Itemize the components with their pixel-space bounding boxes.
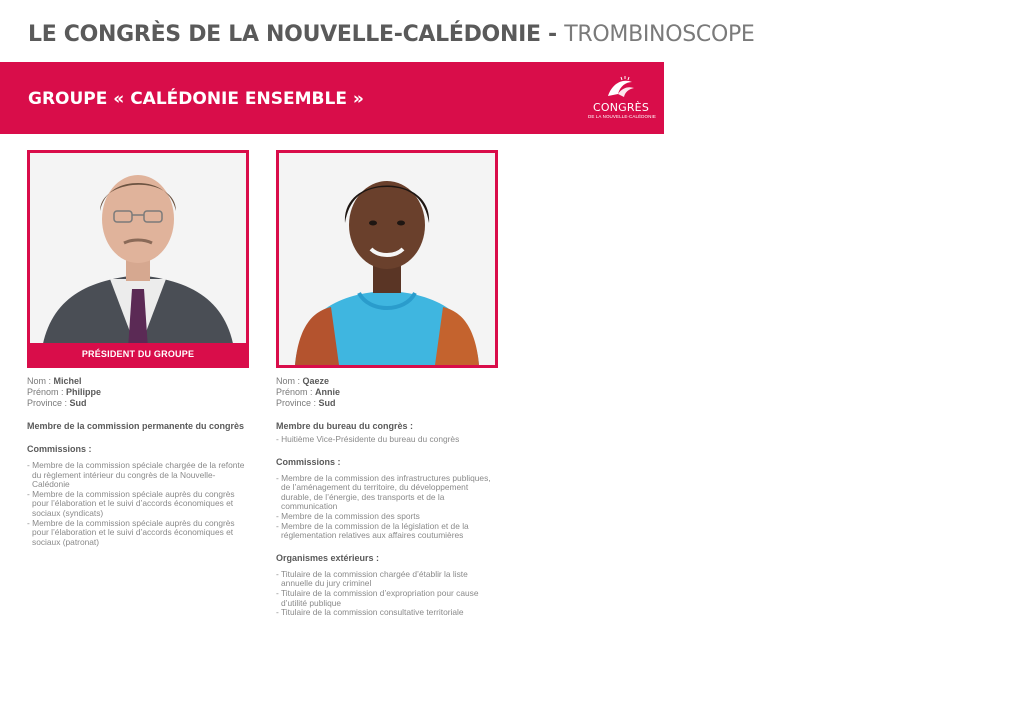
list-item: - Membre de la commission spéciale auprès du congrès pour l’élaboration et le suivi d’accords économiques et sociaux (syndicats) bbox=[27, 488, 235, 518]
list-item: - Membre de la commission des infrastructures publiques, de l’aménagement du territoire, du développement durable, de l’énergie, des transports et de la communication bbox=[276, 472, 491, 512]
prenom-label: Prénom : bbox=[276, 387, 313, 397]
prenom-value: Philippe bbox=[66, 387, 102, 397]
province-label: Province : bbox=[276, 398, 317, 408]
member-card-michel bbox=[27, 150, 249, 547]
shell-logo-icon bbox=[602, 76, 640, 102]
page-title bbox=[28, 22, 755, 47]
prenom-value: Annie bbox=[315, 387, 341, 397]
prenom-label: Prénom : bbox=[27, 387, 64, 397]
member-photo-frame bbox=[27, 150, 249, 368]
list-item: - Huitième Vice-Présidente du bureau du congrès bbox=[276, 434, 460, 444]
membership-heading: Membre de la commission permanente du congrès bbox=[27, 421, 245, 431]
portrait-photo bbox=[30, 153, 246, 365]
nom-label: Nom : bbox=[276, 376, 301, 386]
bureau-heading: Membre du bureau du congrès : bbox=[276, 421, 414, 431]
role-band: PRÉSIDENT DU GROUPE bbox=[30, 343, 246, 365]
group-title: GROUPE « CALÉDONIE ENSEMBLE » bbox=[28, 89, 364, 109]
province-label: Province : bbox=[27, 398, 68, 408]
commissions-list bbox=[27, 461, 249, 547]
nom-value: Qaeze bbox=[302, 376, 330, 386]
member-identity bbox=[27, 376, 249, 409]
list-item: - Titulaire de la commission chargée d’établir la liste annuelle du jury criminel bbox=[276, 568, 468, 589]
bureau-list bbox=[276, 435, 498, 445]
organismes-heading: Organismes extérieurs : bbox=[276, 552, 380, 563]
member-card-qaeze bbox=[276, 150, 498, 618]
list-item: - Membre de la commission des sports bbox=[276, 510, 420, 521]
province-value: Sud bbox=[318, 398, 336, 408]
province-value: Sud bbox=[69, 398, 87, 408]
organismes-list bbox=[276, 570, 498, 618]
page-title-main: LE CONGRÈS DE LA NOUVELLE-CALÉDONIE - bbox=[28, 22, 557, 47]
list-item: - Membre de la commission spéciale auprès du congrès pour l’élaboration et le suivi d’accords économiques et sociaux (patronat) bbox=[27, 517, 235, 547]
congres-logo bbox=[588, 76, 654, 124]
list-item: - Titulaire de la commission d’expropriation pour cause d’utilité publique bbox=[276, 587, 479, 608]
member-identity bbox=[276, 376, 498, 409]
member-photo-frame bbox=[276, 150, 498, 368]
commissions-heading: Commissions : bbox=[276, 456, 341, 467]
nom-value: Michel bbox=[53, 376, 82, 386]
group-banner bbox=[0, 62, 664, 134]
list-item: - Titulaire de la commission consultative territoriale bbox=[276, 607, 464, 618]
logo-subtitle: DE LA NOUVELLE-CALÉDONIE bbox=[588, 114, 656, 119]
page-title-section: TROMBINOSCOPE bbox=[564, 22, 755, 47]
nom-label: Nom : bbox=[27, 376, 52, 386]
portrait-photo bbox=[279, 153, 495, 365]
logo-wordmark: CONGRÈS bbox=[592, 101, 650, 114]
commissions-list bbox=[276, 474, 498, 541]
commissions-heading: Commissions : bbox=[27, 444, 92, 454]
list-item: - Membre de la commission de la législation et de la réglementation relatives aux affaires coutumières bbox=[276, 520, 469, 541]
list-item: - Membre de la commission spéciale chargée de la refonte du règlement intérieur du congrès de la Nouvelle-Calédonie bbox=[27, 460, 245, 490]
